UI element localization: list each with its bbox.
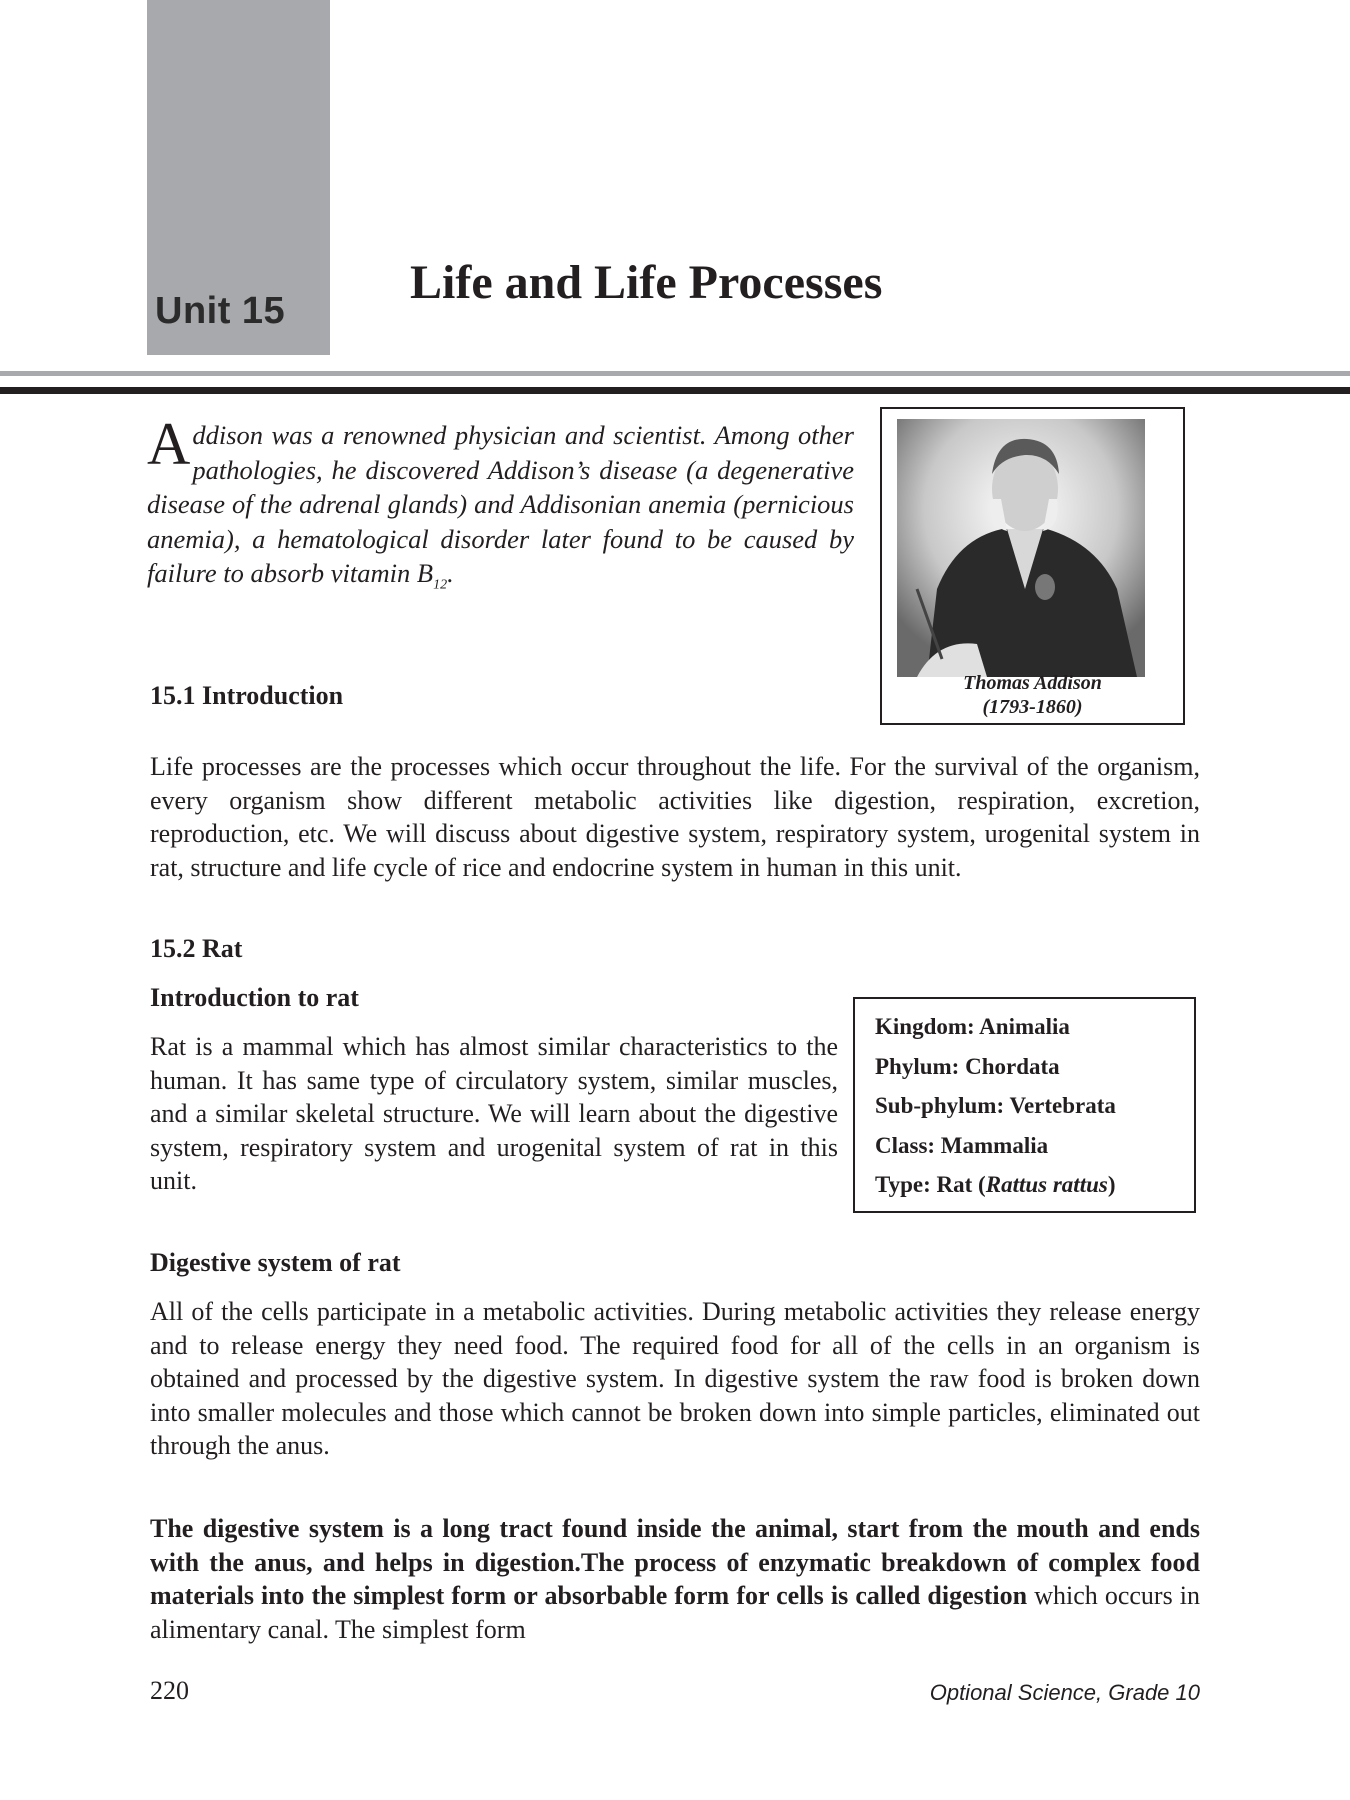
subscript: 12 — [433, 577, 448, 593]
period: . — [447, 558, 454, 588]
portrait-caption — [882, 671, 1183, 719]
type-suffix: ) — [1107, 1172, 1116, 1197]
section-heading-introduction: 15.1 Introduction — [150, 681, 344, 710]
unit-label: Unit 15 — [155, 290, 286, 332]
chapter-title: Life and Life Processes — [410, 256, 883, 309]
classification-type — [875, 1165, 1174, 1205]
definition-bold-text: The digestive system is a long tract found inside the animal, start from the mouth and ends with the anus, and helps in digestion.The process of enzymatic breakdown of complex food materials into the simplest form or absorbable form for cells is called digestion — [150, 1514, 1200, 1611]
classification-kingdom: Kingdom: Animalia — [875, 1014, 1070, 1039]
introduction-paragraph: Life processes are the processes which occur throughout the life. For the survival of the organism, every organism show different metabolic activities like digestion, respiration, excretion, reproduction, etc. We will discuss about digestive system, respiratory system, urogenital system in rat, structure and life cycle of rice and endocrine system in human in this unit. — [150, 752, 1200, 882]
portrait-years: (1793-1860) — [982, 696, 1083, 718]
portrait-frame — [880, 407, 1185, 725]
portrait-image — [897, 419, 1145, 677]
classification-box — [853, 997, 1196, 1213]
divider-black — [0, 387, 1350, 394]
divider-gray — [0, 371, 1350, 376]
classification-subphylum: Sub-phylum: Vertebrata — [875, 1093, 1116, 1118]
scientific-name: Rattus rattus — [985, 1172, 1108, 1197]
digestive-paragraph: All of the cells participate in a metabolic activities. During metabolic activities they release energy and to release energy they need food. The required food for all of the cells in an organism is obtained and processed by the digestive system. In digestive system the raw food is broken down into smaller molecules and those which cannot be broken down into simple particles, eliminated out through the anus. — [150, 1297, 1200, 1461]
section-heading-rat: 15.2 Rat — [150, 934, 243, 963]
portrait-name: Thomas Addison — [963, 672, 1102, 694]
definition-rest-text: which occurs in alimentary canal. The simplest form — [150, 1581, 1201, 1644]
book-title-footer: Optional Science, Grade 10 — [929, 1680, 1200, 1705]
subheading-introduction-to-rat: Introduction to rat — [150, 983, 359, 1012]
intro-biography — [147, 411, 854, 603]
page-number: 220 — [150, 1676, 189, 1705]
biography-text: ddison was a renowned physician and scientist. Among other pathologies, he discovered Addison’s disease (a degenerative disease of the adrenal glands) and Addisonian anemia (pernicious anemia), a hematological disorder later found to be caused by failure to absorb vitamin B — [147, 420, 854, 588]
digestion-definition-paragraph — [150, 1512, 1200, 1646]
drop-cap: A — [147, 411, 191, 477]
classification-class: Class: Mammalia — [875, 1132, 1049, 1158]
classification-phylum: Phylum: Chordata — [875, 1053, 1060, 1079]
rat-intro-paragraph: Rat is a mammal which has almost similar characteristics to the human. It has same type of circulatory system, similar muscles, and a similar skeletal structure. We will learn about the digestive system, respiratory system and urogenital system of rat in this unit. — [150, 1032, 838, 1196]
type-prefix: Type: Rat ( — [875, 1172, 986, 1197]
subheading-digestive-system: Digestive system of rat — [150, 1248, 401, 1277]
